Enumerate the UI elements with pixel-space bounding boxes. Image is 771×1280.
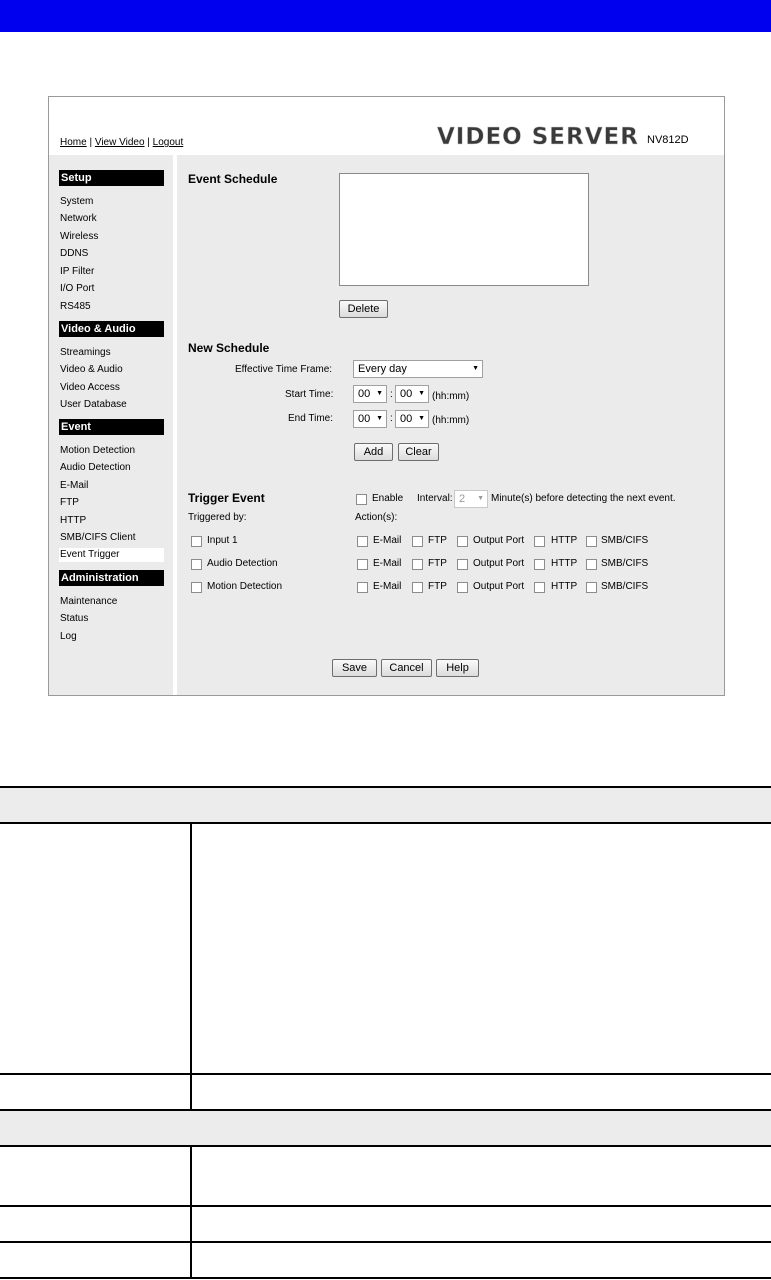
save-button[interactable]: Save [332,659,377,677]
table-row [0,1075,771,1109]
triggered-by-label: Triggered by: [188,512,247,523]
event-schedule-list[interactable] [339,173,589,286]
motion-detection-checkbox[interactable] [191,582,202,593]
trigger-label: Motion Detection [207,581,283,592]
end-hour-select[interactable] [353,410,387,428]
sidebar-item-http[interactable]: HTTP [60,515,87,526]
action-label: E-Mail [373,535,402,546]
trigger-label: Audio Detection [207,558,278,569]
input-1-checkbox[interactable] [191,536,202,547]
nav-separator: | [86,137,95,148]
trigger-event-title: Trigger Event [188,491,265,505]
app-header [49,97,724,155]
chevron-down-icon: ▼ [376,390,383,397]
start-minute-value: 00 [400,388,413,400]
start-time-label: Start Time: [285,389,334,400]
audio-detection-checkbox[interactable] [191,559,202,570]
column-divider [190,824,192,1075]
output-port-action-checkbox[interactable] [457,536,468,547]
action-label: Output Port [473,558,525,569]
start-hour-select[interactable] [353,385,387,403]
clear-button[interactable]: Clear [398,443,439,461]
nav-separator: | [144,137,153,148]
sidebar-item-status[interactable]: Status [60,613,89,624]
smb-cifs-action-checkbox[interactable] [586,536,597,547]
end-time-format: (hh:mm) [432,415,470,426]
interval-label: Interval: [417,493,453,504]
email-action-checkbox[interactable] [357,536,368,547]
table-section-header [0,786,771,824]
chevron-down-icon: ▼ [418,390,425,397]
chevron-down-icon: ▼ [477,495,484,502]
action-label: E-Mail [373,581,402,592]
table-section-header [0,1109,771,1147]
time-colon: : [390,413,393,424]
action-label: HTTP [551,581,578,592]
sidebar-item-io-port[interactable]: I/O Port [60,283,95,294]
sidebar-item-wireless[interactable]: Wireless [60,231,99,242]
start-minute-select[interactable] [395,385,429,403]
sidebar-section-video-audio: Video & Audio [59,321,164,337]
page-header-bar [0,0,771,32]
action-label: HTTP [551,535,578,546]
event-schedule-title: Event Schedule [188,172,278,186]
cancel-button[interactable]: Cancel [381,659,432,677]
action-label: SMB/CIFS [601,581,649,592]
ftp-action-checkbox[interactable] [412,536,423,547]
sidebar-item-log[interactable]: Log [60,631,77,642]
action-label: Output Port [473,535,525,546]
sidebar-section-administration: Administration [59,570,164,586]
sidebar-item-network[interactable]: Network [60,213,97,224]
trigger-label: Input 1 [207,535,238,546]
sidebar-item-video-audio[interactable]: Video & Audio [60,364,123,375]
ftp-action-checkbox[interactable] [412,559,423,570]
sidebar-section-event: Event [59,419,164,435]
sidebar-item-user-database[interactable]: User Database [60,399,127,410]
output-port-action-checkbox[interactable] [457,559,468,570]
new-schedule-title: New Schedule [188,341,270,355]
time-frame-select[interactable] [353,360,483,378]
end-time-label: End Time: [288,413,334,424]
sidebar-item-audio-detection[interactable]: Audio Detection [60,462,131,473]
action-label: FTP [428,535,447,546]
start-hour-value: 00 [358,388,371,400]
product-logo-title: VIDEO SERVER [437,124,639,150]
sidebar-item-ip-filter[interactable]: IP Filter [60,266,95,277]
time-colon: : [390,389,393,400]
table-row [0,824,771,1075]
sidebar-item-maintenance[interactable]: Maintenance [60,596,118,607]
enable-label: Enable [372,493,404,504]
start-time-format: (hh:mm) [432,391,470,402]
http-action-checkbox[interactable] [534,536,545,547]
smb-cifs-action-checkbox[interactable] [586,559,597,570]
enable-checkbox[interactable] [356,494,367,505]
action-label: Output Port [473,581,525,592]
column-divider [190,1075,192,1109]
sidebar-section-setup: Setup [59,170,164,186]
sidebar-item-rs485[interactable]: RS485 [60,301,91,312]
sidebar-item-streamings[interactable]: Streamings [60,347,111,358]
help-button[interactable]: Help [436,659,479,677]
sidebar-menu [49,155,173,695]
action-label: FTP [428,558,447,569]
email-action-checkbox[interactable] [357,559,368,570]
column-divider [190,1207,192,1243]
action-label: E-Mail [373,558,402,569]
interval-select[interactable] [454,490,488,508]
sidebar-item-ftp[interactable]: FTP [60,497,79,508]
chevron-down-icon: ▼ [418,415,425,422]
table-row [0,1147,771,1207]
chevron-down-icon: ▼ [472,365,479,372]
email-action-checkbox[interactable] [357,582,368,593]
time-frame-value: Every day [358,363,407,375]
column-divider [190,1243,192,1279]
add-button[interactable]: Add [354,443,393,461]
model-name: NV812D [647,134,689,146]
end-hour-value: 00 [358,413,371,425]
sidebar-item-motion-detection[interactable]: Motion Detection [60,445,136,456]
table-row [0,1243,771,1279]
sidebar-item-email[interactable]: E-Mail [60,480,89,491]
time-frame-label: Effective Time Frame: [235,364,333,375]
http-action-checkbox[interactable] [534,559,545,570]
view-video-link[interactable]: View Video [94,137,145,148]
smb-cifs-action-checkbox[interactable] [586,582,597,593]
sidebar-item-video-access[interactable]: Video Access [60,382,120,393]
header-nav [60,137,183,148]
logout-link[interactable]: Logout [152,137,184,148]
action-label: FTP [428,581,447,592]
sidebar-item-smb-cifs-client[interactable]: SMB/CIFS Client [60,532,136,543]
action-label: SMB/CIFS [601,558,649,569]
output-port-action-checkbox[interactable] [457,582,468,593]
end-minute-select[interactable] [395,410,429,428]
table-row [0,1207,771,1243]
action-label: HTTP [551,558,578,569]
interval-suffix: Minute(s) before detecting the next event. [491,493,676,504]
action-label: SMB/CIFS [601,535,649,546]
delete-button[interactable]: Delete [339,300,388,318]
sidebar-item-event-trigger[interactable]: Event Trigger [59,548,164,562]
actions-label: Action(s): [355,512,398,523]
http-action-checkbox[interactable] [534,582,545,593]
end-minute-value: 00 [400,413,413,425]
sidebar-item-system[interactable]: System [60,196,94,207]
video-server-screenshot [48,96,725,696]
event-trigger-panel [177,155,724,695]
chevron-down-icon: ▼ [376,415,383,422]
home-link[interactable]: Home [60,137,87,148]
interval-value: 2 [459,493,466,505]
column-divider [190,1147,192,1207]
ftp-action-checkbox[interactable] [412,582,423,593]
sidebar-item-ddns[interactable]: DDNS [60,248,89,259]
